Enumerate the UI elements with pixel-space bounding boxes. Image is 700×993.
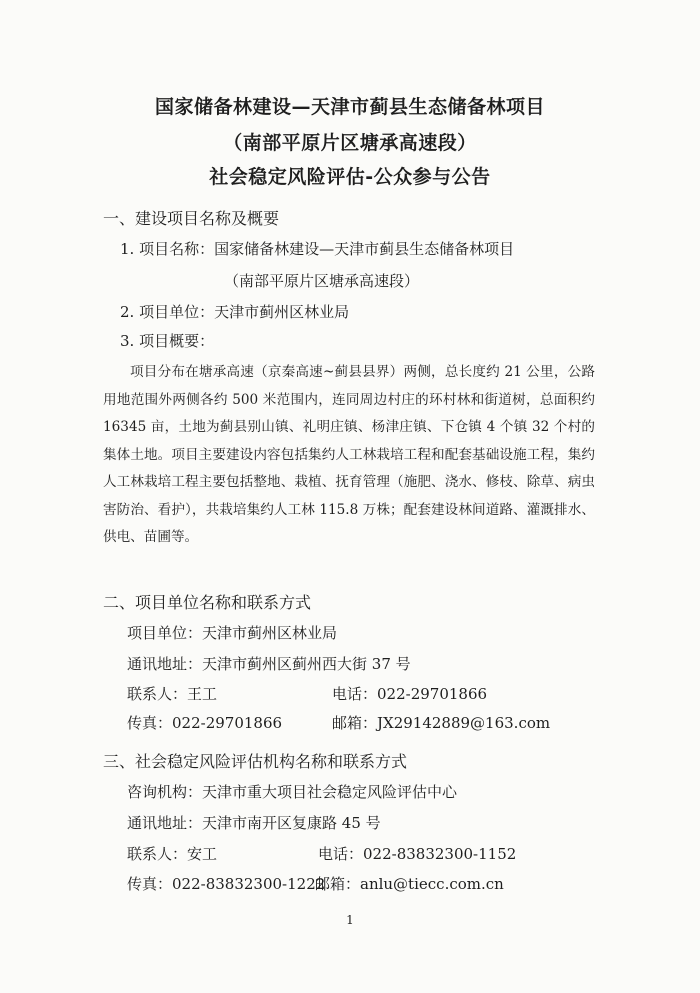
agency-fax-number: 传真：022-83832300-1222	[127, 875, 326, 893]
unit-line: 项目单位：天津市蓟州区林业局	[127, 624, 338, 642]
section3-heading: 三、社会稳定风险评估机构名称和联系方式	[103, 752, 408, 771]
section2-heading: 二、项目单位名称和联系方式	[103, 593, 312, 612]
agency-address-line: 通讯地址：天津市南开区复康路 45 号	[127, 814, 381, 832]
phone-number: 电话：022-29701866	[332, 685, 488, 703]
project-name-label: 1. 项目名称：	[120, 240, 215, 258]
project-unit-value: 天津市蓟州区林业局	[214, 303, 350, 321]
page-number: 1	[346, 913, 354, 927]
project-summary-paragraph: 项目分布在塘承高速（京秦高速~蓟县县界）两侧，总长度约 21 公里，公路用地范围外两侧各约 500 米范围内，连同周边村庄的环村林和街道树，总面积约 16345 亩，土地为蓟县别山镇、礼明庄镇、杨津庄镇、下仓镇 4 个镇 32 个村的集体土地。项目主要建设内容包括集约人工林栽培工程和配套基础设施工程，集约人工林栽培工程主要包括整地、栽植、抚育管理（施肥、浇水、修枝、除草、病虫害防治、看护），共栽培集约人工林 115.8 万株；配套建设林间道路、灌溉排水、供电、苗圃等。	[103, 364, 595, 545]
project-summary-label: 3. 项目概要：	[120, 332, 215, 350]
project-unit-row	[120, 301, 349, 322]
project-unit-label: 2. 项目单位：	[120, 303, 215, 321]
project-name-continuation: （南部平原片区塘承高速段）	[224, 272, 420, 290]
address-line: 通讯地址：天津市蓟州区蓟州西大街 37 号	[127, 655, 411, 673]
title-line-2: （南部平原片区塘承高速段）	[223, 132, 477, 154]
project-name-value: 国家储备林建设—天津市蓟县生态储备林项目	[214, 240, 515, 258]
project-name-row	[120, 238, 514, 259]
fax-number: 传真：022-29701866	[127, 714, 283, 732]
email-address: 邮箱：JX29142889@163.com	[332, 714, 551, 732]
title-line-3: 社会稳定风险评估-公众参与公告	[209, 166, 491, 188]
agency-email-address: 邮箱：anlu@tiecc.com.cn	[315, 875, 504, 893]
title-line-1: 国家储备林建设—天津市蓟县生态储备林项目	[154, 96, 545, 118]
contact-person: 联系人：王工	[127, 685, 218, 703]
agency-contact-person: 联系人：安工	[127, 845, 218, 863]
section1-heading: 一、建设项目名称及概要	[103, 209, 280, 228]
agency-phone-number: 电话：022-83832300-1152	[318, 845, 517, 863]
agency-line: 咨询机构：天津市重大项目社会稳定风险评估中心	[127, 783, 458, 801]
